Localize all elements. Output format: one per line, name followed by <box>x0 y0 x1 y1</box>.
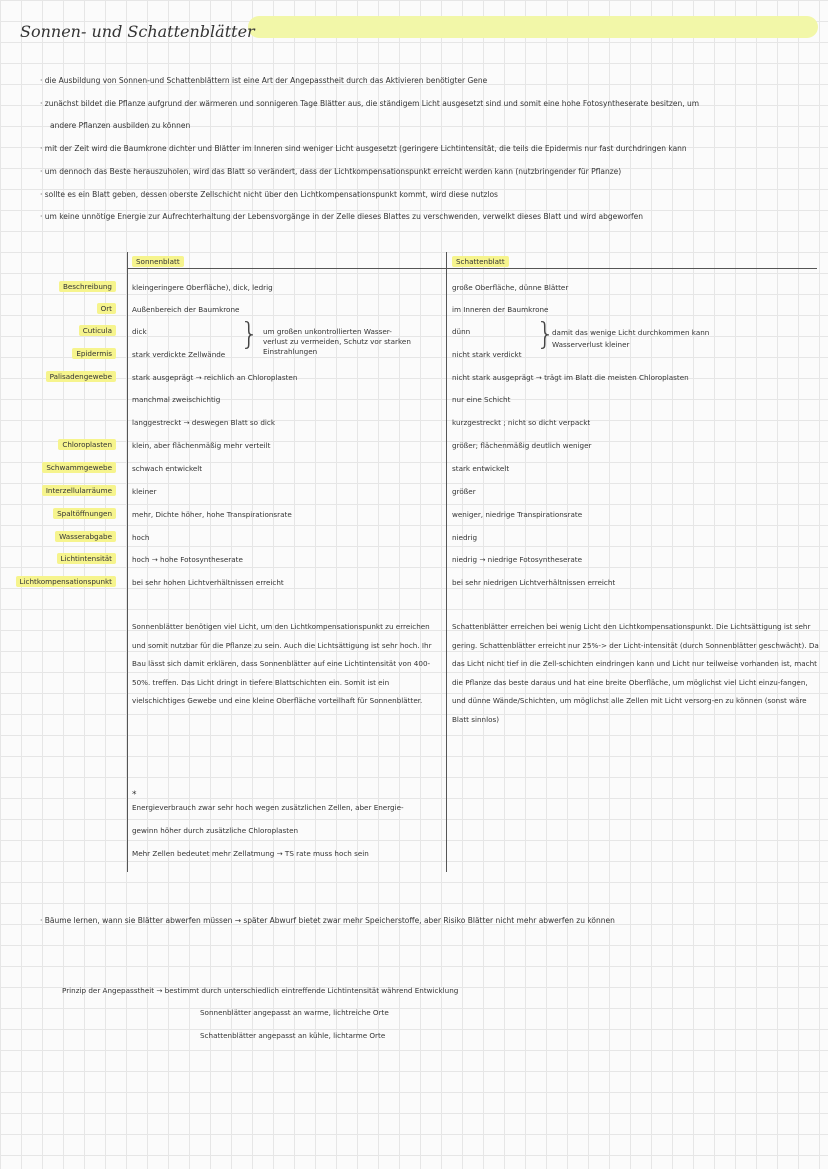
row-label: Palisadengewebe <box>46 372 116 381</box>
table-header-line <box>127 268 817 269</box>
shade-cell: stark entwickelt <box>452 464 510 473</box>
row-label: Spaltöffnungen <box>53 509 116 518</box>
intro-bullet: · um keine unnötige Energie zur Aufrechterhaltung der Lebensvorgänge in der Zelle dieses Blattes zu verschwenden, verwelkt dieses Blatt und wird abgeworfen <box>40 212 644 221</box>
shade-cell: größer; flächenmäßig deutlich weniger <box>452 441 592 450</box>
sun-cell: manchmal zweischichtig <box>132 395 221 404</box>
curly-brace: } <box>240 317 260 352</box>
shade-cell: kurzgestreckt ; nicht so dicht verpackt <box>452 418 591 427</box>
intro-bullet-continuation: andere Pflanzen ausbilden zu können <box>50 121 191 130</box>
sun-cell: klein, aber flächenmäßig mehr verteilt <box>132 441 271 450</box>
table-divider-middle <box>446 252 447 872</box>
shade-cell: nicht stark ausgeprägt → trägt im Blatt die meisten Chloroplasten <box>452 373 689 382</box>
intro-bullet: · die Ausbildung von Sonnen-und Schattenblättern ist eine Art der Angepasstheit durch das Aktivieren benötigter Gene <box>40 76 488 85</box>
row-label: Epidermis <box>72 349 116 358</box>
sun-cell: stark verdickte Zellwände <box>132 350 226 359</box>
intro-bullet: · sollte es ein Blatt geben, dessen oberste Zellschicht nicht über den Lichtkompensationspunkt kommt, wird diese nutzlos <box>40 190 498 199</box>
sun-cell: mehr, Dichte höher, hohe Transpirationsrate <box>132 510 292 519</box>
shade-cell: im Inneren der Baumkrone <box>452 305 549 314</box>
title-highlight <box>248 16 818 38</box>
sun-cell: Außenbereich der Baumkrone <box>132 305 240 314</box>
sun-cell: stark ausgeprägt → reichlich an Chloroplasten <box>132 373 298 382</box>
shade-cell: nicht stark verdickt <box>452 350 522 359</box>
row-label: Wasserabgabe <box>55 532 116 541</box>
intro-bullet: · um dennoch das Beste herauszuholen, wird das Blatt so verändert, dass der Lichtkompensationspunkt erreicht werden kann (nutzbringender für Pflanze) <box>40 167 622 176</box>
sun-cell: kleingeringere Oberfläche), dick, ledrig <box>132 283 273 292</box>
shade-cell: nur eine Schicht <box>452 395 511 404</box>
sun-brace-note: um großen unkontrollierten Wasser- verlust zu vermeiden, Schutz vor starken Einstrahlungen <box>263 327 411 356</box>
table-divider-left <box>127 252 128 872</box>
sun-cell: hoch <box>132 533 150 542</box>
shade-cell: niedrig → niedrige Fotosyntheserate <box>452 555 583 564</box>
sun-note: gewinn höher durch zusätzliche Chloroplasten <box>132 826 299 835</box>
row-label: Chloroplasten <box>58 440 116 449</box>
sun-explanation: Sonnenblätter benötigen viel Licht, um den Lichtkompensationspunkt zu erreichen und somit nutzbar für die Pflanze zu sein. Auch die Lichtsättigung ist sehr hoch. Ihr Bau lässt sich damit erklären, dass Sonnenblätter auf eine Lichtintensität von 400-50%. treffen. Das Licht dringt in tiefere Blattschichten ein. Somit ist ein vielschichtiges Gewebe und eine kleine Oberfläche vorteilhaft für Sonnenblätter. <box>132 622 432 706</box>
sun-note: Energieverbrauch zwar sehr hoch wegen zusätzlichen Zellen, aber Energie- <box>132 803 404 812</box>
principle-line: Schattenblätter angepasst an kühle, lichtarme Orte <box>200 1031 386 1040</box>
sun-cell: kleiner <box>132 487 157 496</box>
principle-lead: Prinzip der Angepasstheit → bestimmt durch unterschiedlich eintreffende Lichtintensität während Entwicklung <box>62 986 459 995</box>
shade-cell: dünn <box>452 327 471 336</box>
curly-brace: } <box>536 317 556 352</box>
shade-cell: niedrig <box>452 533 478 542</box>
row-label: Cuticula <box>79 326 116 335</box>
sun-cell: hoch → hohe Fotosyntheserate <box>132 555 243 564</box>
row-label: Lichtkompensationspunkt <box>16 577 117 586</box>
principle-line: Sonnenblätter angepasst an warme, lichtreiche Orte <box>200 1008 389 1017</box>
shade-explanation: Schattenblätter erreichen bei wenig Licht den Lichtkompensationspunkt. Die Lichtsättigung ist sehr gering. Schattenblätter erreicht nur 25%-> der Licht-intensität (durch Sonnenblätter geschwächt). Da das Licht nicht tief in die Zell-schichten eindringen kann und Licht nur teilweise vorhanden ist, macht die Pflanze das beste daraus und hat eine breite Oberfläche, um möglichst viel Licht einzu-fangen, und dünne Wände/Schichten, um möglichst alle Zellen mit Licht versorg-en zu können (sonst wäre Blatt sinnlos) <box>452 622 819 724</box>
sun-cell: dick <box>132 327 147 336</box>
intro-bullet: · mit der Zeit wird die Baumkrone dichter und Blätter im Inneren sind weniger Licht ausgesetzt (geringere Lichtintensität, die teils die Epidermis nur fast durchdringen kann <box>40 144 687 153</box>
asterisk-mark: * <box>132 790 137 800</box>
shade-brace-note: damit das wenige Licht durchkommen kann Wasserverlust kleiner <box>552 328 710 349</box>
row-label: Ort <box>97 304 116 313</box>
footer-bullet: · Bäume lernen, wann sie Blätter abwerfen müssen → später Abwurf bietet zwar mehr Speicherstoffe, aber Risiko Blätter nicht mehr abwerfen zu können <box>40 916 615 925</box>
sun-cell: bei sehr hohen Lichtverhältnissen erreicht <box>132 578 284 587</box>
row-label: Beschreibung <box>59 282 116 291</box>
shade-cell: bei sehr niedrigen Lichtverhältnissen erreicht <box>452 578 616 587</box>
sun-note: Mehr Zellen bedeutet mehr Zellatmung → TS rate muss hoch sein <box>132 849 369 858</box>
sun-cell: schwach entwickelt <box>132 464 203 473</box>
row-label: Lichtintensität <box>57 554 116 563</box>
shade-cell: größer <box>452 487 476 496</box>
shade-cell: weniger, niedrige Transpirationsrate <box>452 510 583 519</box>
sun-cell: langgestreckt → deswegen Blatt so dick <box>132 418 276 427</box>
header-sun-leaf: Sonnenblatt <box>132 257 184 266</box>
header-shade-leaf: Schattenblatt <box>452 257 509 266</box>
row-label: Schwammgewebe <box>42 463 116 472</box>
row-label: Interzellularräume <box>42 486 116 495</box>
shade-cell: große Oberfläche, dünne Blätter <box>452 283 569 292</box>
page-title: Sonnen- und Schattenblätter <box>20 22 255 41</box>
intro-bullet: · zunächst bildet die Pflanze aufgrund der wärmeren und sonnigeren Tage Blätter aus, die ständigem Licht ausgesetzt sind und somit eine hohe Fotosyntheserate besitzen, um <box>40 99 700 108</box>
